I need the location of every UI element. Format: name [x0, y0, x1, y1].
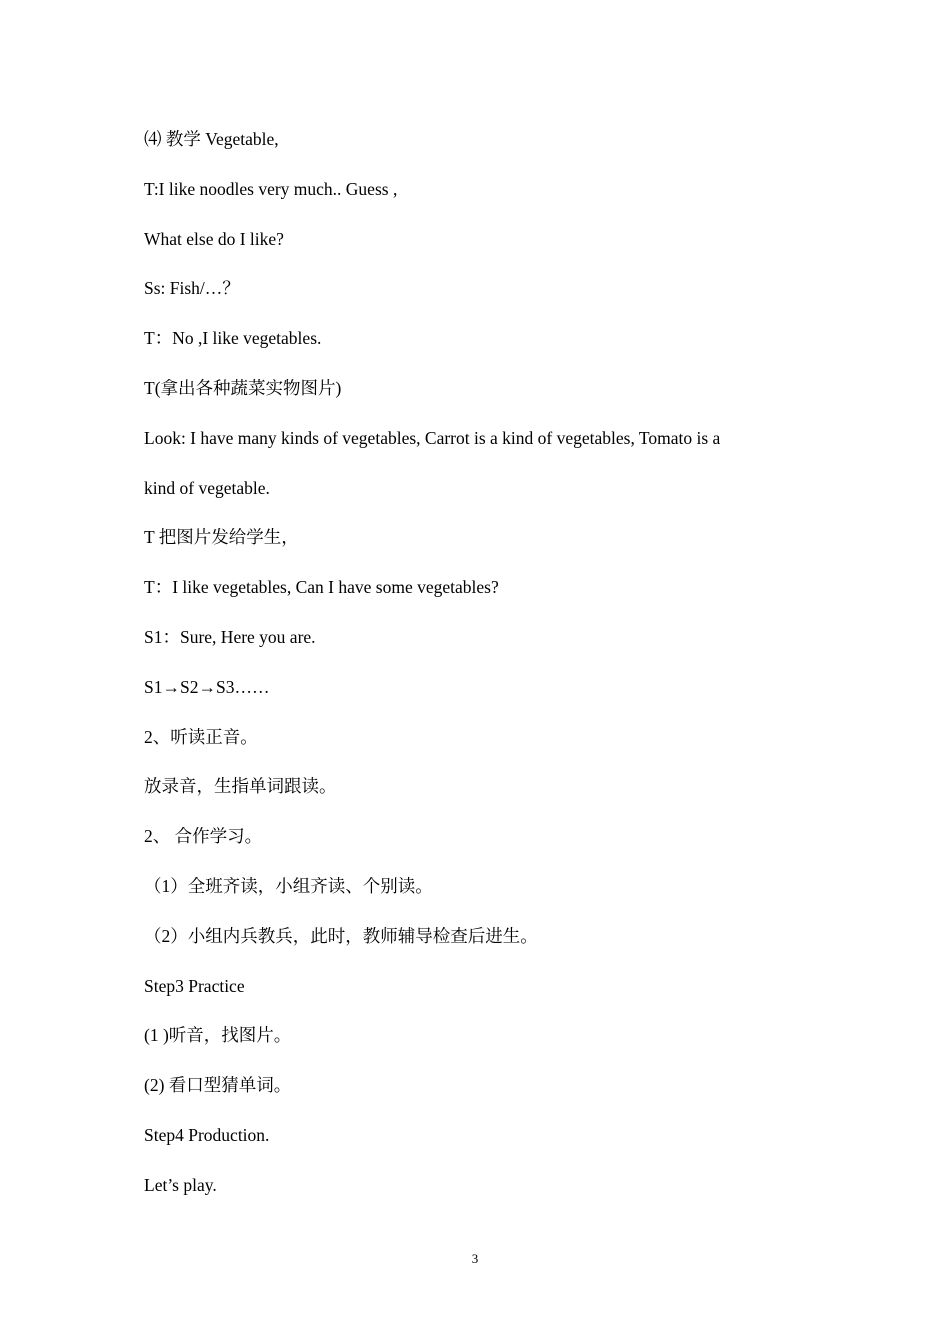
text-line: (1 )听音，找图片。 — [144, 1025, 292, 1046]
text-line: Step4 Production. — [144, 1124, 270, 1145]
text-line: S1→S2→S3…… — [144, 676, 270, 697]
text-line: Step3 Practice — [144, 975, 245, 996]
text-line: T：No ,I like vegetables. — [144, 328, 322, 349]
text-line: 2、 合作学习。 — [144, 826, 263, 847]
text-line: （1）全班齐读，小组齐读、个别读。 — [144, 875, 433, 896]
text-line: 放录音，生指单词跟读。 — [144, 776, 337, 797]
text-line: Ss: Fish/…？ — [144, 278, 240, 299]
text-line: kind of vegetable. — [144, 477, 270, 498]
page-number: 3 — [471, 1251, 479, 1266]
text-line: (2) 看口型猜单词。 — [144, 1075, 292, 1096]
text-line: S1：Sure, Here you are. — [144, 626, 316, 647]
text-line: What else do I like? — [144, 228, 284, 249]
text-line: Look: I have many kinds of vegetables, Carrot is a kind of vegetables, Tomato is a — [144, 427, 721, 448]
text-line: T 把图片发给学生， — [144, 527, 299, 548]
text-line: 2、听读正音。 — [144, 726, 258, 747]
document-body — [144, 126, 824, 1222]
text-line: T(拿出各种蔬菜实物图片) — [144, 377, 342, 398]
text-line: T:I like noodles very much.. Guess , — [144, 178, 398, 199]
text-line: （2）小组内兵教兵，此时，教师辅导检查后进生。 — [144, 925, 538, 946]
text-line: Let’s play. — [144, 1174, 217, 1195]
text-line: ⑷ 教学 Vegetable, — [144, 129, 279, 149]
text-line: T：I like vegetables, Can I have some vegetables? — [144, 577, 499, 598]
